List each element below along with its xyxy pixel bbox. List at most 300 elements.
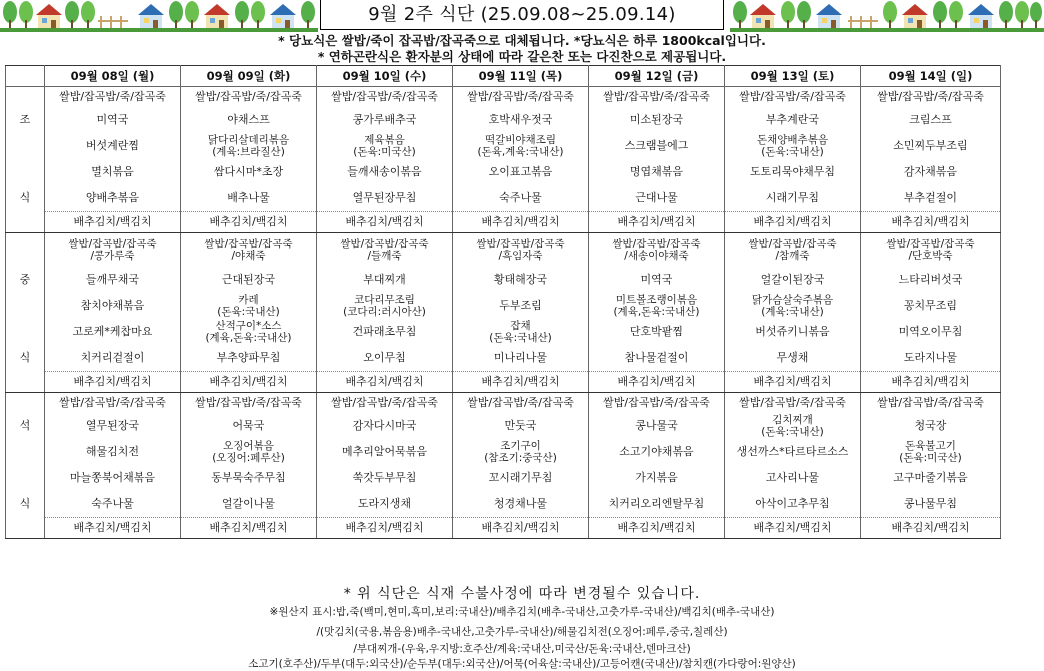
menu-cell xyxy=(453,185,589,212)
menu-cell xyxy=(317,439,453,465)
menu-item: 쌀밥/잡곡밥/죽/잡곡죽 xyxy=(195,90,302,103)
menu-cell xyxy=(861,293,1001,319)
menu-item-line: (돈육,계육:국내산) xyxy=(477,146,564,158)
menu-cell xyxy=(181,133,317,159)
meal-label-spacer xyxy=(6,465,45,491)
meal-label-spacer xyxy=(6,393,45,414)
menu-cell xyxy=(861,87,1001,108)
menu-cell xyxy=(861,465,1001,491)
menu-cell xyxy=(181,293,317,319)
menu-cell xyxy=(861,345,1001,372)
menu-cell xyxy=(181,87,317,108)
menu-item: 양배추볶음 xyxy=(85,191,140,204)
menu-item-line: 쌀밥/잡곡밥/잡곡죽 xyxy=(748,238,837,250)
menu-row xyxy=(6,413,1001,439)
menu-cell xyxy=(317,319,453,345)
menu-row xyxy=(6,293,1001,319)
menu-item-line: (돈육:국내산) xyxy=(761,146,824,158)
menu-item-line: /들깨죽 xyxy=(367,250,402,262)
menu-cell xyxy=(45,293,181,319)
menu-cell xyxy=(45,267,181,293)
menu-cell xyxy=(453,413,589,439)
menu-cell xyxy=(861,518,1001,539)
menu-item: 참나물겉절이 xyxy=(624,351,689,364)
menu-item-line: (참조기:중국산) xyxy=(484,452,557,464)
menu-item: 배추김치/백김치 xyxy=(345,521,424,534)
menu-cell xyxy=(861,439,1001,465)
menu-item: 배추김치/백김치 xyxy=(753,521,832,534)
meal-label-spacer xyxy=(6,87,45,108)
date-header-row xyxy=(6,66,1001,87)
menu-cell xyxy=(725,439,861,465)
menu-cell xyxy=(589,465,725,491)
menu-cell xyxy=(453,107,589,133)
menu-item-line: (오징어:페루산) xyxy=(212,452,285,464)
menu-item: 쌀밥/잡곡밥/죽/잡곡죽 xyxy=(59,396,166,409)
menu-cell xyxy=(45,393,181,414)
menu-cell xyxy=(181,439,317,465)
menu-cell xyxy=(317,212,453,233)
menu-item: 시래기무침 xyxy=(765,191,820,204)
menu-item: 배추김치/백김치 xyxy=(345,375,424,388)
menu-cell xyxy=(589,319,725,345)
menu-cell xyxy=(45,319,181,345)
menu-item: 쑥갓두부무침 xyxy=(352,471,417,484)
menu-cell xyxy=(725,107,861,133)
menu-item-line: 돈채양배추볶음 xyxy=(756,134,828,146)
menu-item: 쌀밥/잡곡밥/죽/잡곡죽 xyxy=(467,396,574,409)
menu-cell xyxy=(181,413,317,439)
menu-cell xyxy=(725,518,861,539)
menu-item: 배추김치/백김치 xyxy=(481,375,560,388)
menu-cell xyxy=(589,393,725,414)
menu-item: 배추김치/백김치 xyxy=(345,215,424,228)
menu-cell xyxy=(317,267,453,293)
menu-row xyxy=(6,107,1001,133)
tree-icon xyxy=(1015,1,1029,28)
menu-item: 배추김치/백김치 xyxy=(481,521,560,534)
menu-cell xyxy=(725,345,861,372)
menu-cell xyxy=(453,393,589,414)
menu-item-line: 떡갈비야채조림 xyxy=(484,134,556,146)
origin-notice-line: 소고기(호주산)/두부(대두:외국산)/순두부(대두:외국산)/어묵(어육살:국내산)/고등어캔(국내산)/참치캔(가다랑어:원양산) xyxy=(248,658,796,670)
menu-item: 꼬시래기무침 xyxy=(488,471,553,484)
menu-cell xyxy=(589,133,725,159)
menu-item: 근대나물 xyxy=(635,191,678,204)
menu-cell xyxy=(181,491,317,518)
menu-item: 쌀밥/잡곡밥/죽/잡곡죽 xyxy=(877,396,984,409)
menu-item: 오이무침 xyxy=(363,351,406,364)
menu-cell xyxy=(861,319,1001,345)
menu-item: 부추겉절이 xyxy=(903,191,958,204)
menu-cell xyxy=(317,465,453,491)
menu-item-line: 쌀밥/잡곡밥/잡곡죽 xyxy=(612,238,701,250)
menu-item-line: (계육,돈육:국내산) xyxy=(205,332,292,344)
menu-item: 배추김치/백김치 xyxy=(617,521,696,534)
menu-item: 미역국 xyxy=(96,113,129,126)
menu-item-line: (돈육:미국산) xyxy=(353,146,416,158)
menu-cell xyxy=(725,293,861,319)
menu-cell xyxy=(45,159,181,185)
menu-item: 열무된장국 xyxy=(85,419,140,432)
tree-icon xyxy=(301,1,315,28)
house-icon xyxy=(968,4,994,28)
menu-item-line: 조기구이 xyxy=(500,440,541,452)
menu-cell xyxy=(453,233,589,268)
menu-item-line: /콩가루죽 xyxy=(90,250,135,262)
menu-cell xyxy=(317,233,453,268)
meal-label-spacer xyxy=(6,518,45,539)
menu-cell xyxy=(861,133,1001,159)
meal-label-spacer xyxy=(6,319,45,345)
meal-label: 석 xyxy=(6,413,45,439)
menu-item: 배추김치/백김치 xyxy=(753,375,832,388)
menu-item: 숙주나물 xyxy=(91,497,134,510)
menu-item-line: 미트볼조랭이볶음 xyxy=(615,294,698,306)
menu-cell xyxy=(45,212,181,233)
menu-cell xyxy=(589,267,725,293)
menu-cell xyxy=(861,233,1001,268)
menu-cell xyxy=(725,233,861,268)
menu-cell xyxy=(861,107,1001,133)
menu-cell xyxy=(725,185,861,212)
menu-cell xyxy=(317,372,453,393)
tree-icon xyxy=(235,1,249,28)
menu-item: 건파래초무침 xyxy=(352,325,417,338)
menu-cell xyxy=(317,133,453,159)
origin-notice-line: /부대찌개-(우육,우지방:호주산/계육:국내산,미국산/돈육:국내산,덴마크산) xyxy=(353,643,691,655)
tree-icon xyxy=(781,1,795,28)
page-title: 9월 2주 식단 (25.09.08~25.09.14) xyxy=(320,0,724,30)
house-icon xyxy=(270,4,296,28)
village-decoration-left xyxy=(0,0,318,32)
menu-item: 콩가루배추국 xyxy=(352,113,417,126)
house-icon xyxy=(902,4,928,28)
menu-item-line: 잡채 xyxy=(510,320,531,332)
menu-item: 쌀밥/잡곡밥/죽/잡곡죽 xyxy=(331,396,438,409)
menu-item: 배추김치/백김치 xyxy=(891,215,970,228)
menu-cell xyxy=(453,345,589,372)
menu-cell xyxy=(181,518,317,539)
menu-item: 호박새우젓국 xyxy=(488,113,553,126)
menu-cell xyxy=(725,413,861,439)
menu-item: 쌀밥/잡곡밥/죽/잡곡죽 xyxy=(59,90,166,103)
menu-item: 배추김치/백김치 xyxy=(73,375,152,388)
menu-row xyxy=(6,267,1001,293)
menu-row xyxy=(6,87,1001,108)
menu-item: 배추김치/백김치 xyxy=(481,215,560,228)
house-icon xyxy=(36,4,62,28)
menu-cell xyxy=(861,372,1001,393)
menu-item: 배추김치/백김치 xyxy=(617,375,696,388)
menu-item-line: (계육,돈육:국내산) xyxy=(613,306,700,318)
meal-label-spacer xyxy=(6,233,45,268)
house-icon xyxy=(204,4,230,28)
menu-cell xyxy=(725,393,861,414)
menu-item: 감자다시마국 xyxy=(352,419,417,432)
house-icon xyxy=(816,4,842,28)
menu-item-line: 김치찌개 xyxy=(772,414,813,426)
menu-item: 크림스프 xyxy=(909,113,952,126)
corner-cell xyxy=(6,66,45,87)
menu-cell xyxy=(725,87,861,108)
menu-item: 부추계란국 xyxy=(765,113,820,126)
tree-icon xyxy=(949,1,963,28)
menu-item: 쌀밥/잡곡밥/죽/잡곡죽 xyxy=(603,396,710,409)
menu-cell xyxy=(317,345,453,372)
date-header: 09월 08일 (월) xyxy=(45,66,181,87)
menu-cell xyxy=(589,518,725,539)
menu-cell xyxy=(181,319,317,345)
menu-item-line: 쌀밥/잡곡밥/잡곡죽 xyxy=(340,238,429,250)
menu-item-line: (돈육:국내산) xyxy=(761,426,824,438)
menu-item-line: 쌀밥/잡곡밥/잡곡죽 xyxy=(204,238,293,250)
origin-notice-line: ※원산지 표시:밥,죽(백미,현미,흑미,보리:국내산)/배추김치(배추-국내산,고춧가루-국내산)/백김치(배추-국내산) xyxy=(269,606,775,618)
menu-cell xyxy=(45,439,181,465)
menu-cell xyxy=(861,212,1001,233)
meal-label-spacer xyxy=(6,372,45,393)
menu-item: 감자채볶음 xyxy=(903,165,958,178)
menu-cell xyxy=(453,267,589,293)
menu-cell xyxy=(589,185,725,212)
meal-label-spacer xyxy=(6,212,45,233)
menu-body xyxy=(6,87,1001,539)
menu-item: 고구마줄기볶음 xyxy=(893,471,968,484)
menu-cell xyxy=(453,133,589,159)
menu-item-line: 쌀밥/잡곡밥/잡곡죽 xyxy=(476,238,565,250)
menu-cell xyxy=(725,133,861,159)
menu-item: 야채스프 xyxy=(227,113,270,126)
menu-cell xyxy=(317,293,453,319)
menu-cell xyxy=(589,107,725,133)
tree-icon xyxy=(733,1,747,28)
menu-item-line: (돈육:국내산) xyxy=(489,332,552,344)
menu-cell xyxy=(453,372,589,393)
menu-cell xyxy=(45,345,181,372)
menu-cell xyxy=(589,372,725,393)
meal-label: 조 xyxy=(6,107,45,133)
menu-row xyxy=(6,491,1001,518)
menu-cell xyxy=(589,491,725,518)
house-icon xyxy=(138,4,164,28)
tree-icon xyxy=(81,1,95,28)
menu-item: 배추김치/백김치 xyxy=(753,215,832,228)
fence-icon xyxy=(848,16,878,28)
menu-item-line: 돈육불고기 xyxy=(905,440,956,452)
meal-label-spacer xyxy=(6,159,45,185)
menu-cell xyxy=(181,212,317,233)
menu-cell xyxy=(589,233,725,268)
menu-item: 근대된장국 xyxy=(221,273,276,286)
menu-item: 도토리묵야채무침 xyxy=(749,165,835,178)
meal-label: 식 xyxy=(6,491,45,518)
menu-item: 버섯계란찜 xyxy=(85,139,140,152)
menu-item: 콩나물국 xyxy=(635,419,678,432)
menu-cell xyxy=(181,393,317,414)
menu-cell xyxy=(589,413,725,439)
menu-item: 소민찌두부조림 xyxy=(893,139,968,152)
menu-item: 미나리나물 xyxy=(493,351,548,364)
menu-item: 단호박팥찜 xyxy=(629,325,684,338)
menu-cell xyxy=(589,87,725,108)
menu-item: 배추김치/백김치 xyxy=(209,215,288,228)
date-header: 09월 10일 (수) xyxy=(317,66,453,87)
menu-item: 얼갈이된장국 xyxy=(760,273,825,286)
menu-cell xyxy=(317,159,453,185)
menu-item: 배추김치/백김치 xyxy=(209,375,288,388)
menu-cell xyxy=(861,491,1001,518)
menu-cell xyxy=(589,345,725,372)
menu-item-line: 카레 xyxy=(238,294,259,306)
menu-cell xyxy=(317,107,453,133)
tree-icon xyxy=(3,1,17,28)
menu-item: 멸치볶음 xyxy=(91,165,134,178)
menu-cell xyxy=(725,159,861,185)
menu-item: 콩나물무침 xyxy=(903,497,958,510)
menu-item: 숙주나물 xyxy=(499,191,542,204)
menu-cell xyxy=(317,87,453,108)
menu-row xyxy=(6,233,1001,268)
meal-label: 식 xyxy=(6,345,45,372)
meal-label-spacer xyxy=(6,293,45,319)
tree-icon xyxy=(185,1,199,28)
date-header: 09월 11일 (목) xyxy=(453,66,589,87)
menu-cell xyxy=(317,518,453,539)
menu-item: 꽁치무조림 xyxy=(903,299,958,312)
menu-cell xyxy=(453,439,589,465)
menu-item: 배추김치/백김치 xyxy=(891,521,970,534)
menu-cell xyxy=(181,465,317,491)
menu-cell xyxy=(45,465,181,491)
tree-icon xyxy=(883,1,897,28)
menu-item: 미역오이무침 xyxy=(898,325,963,338)
menu-item: 배추김치/백김치 xyxy=(617,215,696,228)
menu-cell xyxy=(45,413,181,439)
menu-item: 배추김치/백김치 xyxy=(73,215,152,228)
menu-cell xyxy=(45,185,181,212)
menu-item: 쌀밥/잡곡밥/죽/잡곡죽 xyxy=(877,90,984,103)
date-header: 09월 14일 (일) xyxy=(861,66,1001,87)
menu-row xyxy=(6,212,1001,233)
change-notice: * 위 식단은 식재 수불사정에 따라 변경될수 있습니다. xyxy=(343,586,701,602)
menu-item-line: 쌀밥/잡곡밥/잡곡죽 xyxy=(68,238,157,250)
menu-item: 치커리겉절이 xyxy=(80,351,145,364)
menu-cell xyxy=(317,413,453,439)
menu-item: 아삭이고추무침 xyxy=(755,497,830,510)
menu-item: 들깨새송이볶음 xyxy=(347,165,422,178)
menu-cell xyxy=(589,212,725,233)
menu-cell xyxy=(861,185,1001,212)
dysphagia-note: * 연하곤란식은 환자분의 상태에 따라 갈은찬 또는 다진찬으로 제공됩니다. xyxy=(317,49,727,64)
menu-item: 고사리나물 xyxy=(765,471,820,484)
menu-cell xyxy=(181,233,317,268)
menu-row xyxy=(6,159,1001,185)
menu-item: 명엽채볶음 xyxy=(629,165,684,178)
tree-icon xyxy=(65,1,79,28)
menu-item: 미역국 xyxy=(640,273,673,286)
menu-cell xyxy=(725,491,861,518)
menu-cell xyxy=(181,345,317,372)
menu-cell xyxy=(861,413,1001,439)
meal-label-spacer xyxy=(6,133,45,159)
menu-item-line: (코다리:러시아산) xyxy=(343,306,426,318)
menu-item: 부대찌개 xyxy=(363,273,406,286)
menu-cell xyxy=(725,212,861,233)
menu-item: 치커리오리엔탈무침 xyxy=(608,497,705,510)
menu-row xyxy=(6,393,1001,414)
menu-row xyxy=(6,185,1001,212)
menu-item-line: /참깨죽 xyxy=(775,250,810,262)
menu-row xyxy=(6,133,1001,159)
menu-item: 생선까스*타르타르소스 xyxy=(736,445,849,458)
tree-icon xyxy=(999,1,1013,28)
menu-item: 쌀밥/잡곡밥/죽/잡곡죽 xyxy=(739,90,846,103)
menu-item-line: 쌀밥/잡곡밥/잡곡죽 xyxy=(886,238,975,250)
menu-cell xyxy=(45,233,181,268)
tree-icon xyxy=(1030,2,1042,28)
menu-cell xyxy=(181,185,317,212)
menu-item: 황태해장국 xyxy=(493,273,548,286)
menu-cell xyxy=(589,159,725,185)
menu-item: 어묵국 xyxy=(232,419,265,432)
menu-cell xyxy=(861,159,1001,185)
menu-item: 열무된장무침 xyxy=(352,191,417,204)
menu-row xyxy=(6,439,1001,465)
menu-item: 가지볶음 xyxy=(635,471,678,484)
menu-item: 미소된장국 xyxy=(629,113,684,126)
menu-item: 청경채나물 xyxy=(493,497,548,510)
menu-item: 쌀밥/잡곡밥/죽/잡곡죽 xyxy=(195,396,302,409)
menu-item-line: /야채죽 xyxy=(231,250,266,262)
menu-item-line: /단호박죽 xyxy=(908,250,953,262)
menu-cell xyxy=(45,491,181,518)
menu-cell xyxy=(725,267,861,293)
menu-item: 버섯쥬키니볶음 xyxy=(755,325,830,338)
menu-item: 배추김치/백김치 xyxy=(209,521,288,534)
diabetic-note: * 당뇨식은 쌀밥/죽이 잡곡밥/잡곡죽으로 대체됩니다. *당뇨식은 하루 1800kcal입니다. xyxy=(278,33,766,48)
date-header: 09월 12일 (금) xyxy=(589,66,725,87)
weekly-menu-table xyxy=(5,65,1001,539)
menu-item: 무생채 xyxy=(776,351,809,364)
meal-label-spacer xyxy=(6,439,45,465)
menu-item-line: 코다리무조림 xyxy=(354,294,415,306)
date-header: 09월 13일 (토) xyxy=(725,66,861,87)
menu-cell xyxy=(589,439,725,465)
menu-item: 고로케*케찹마요 xyxy=(72,325,153,338)
meal-label: 중 xyxy=(6,267,45,293)
menu-cell xyxy=(45,518,181,539)
menu-item: 소고기야채볶음 xyxy=(619,445,694,458)
menu-item: 배추김치/백김치 xyxy=(891,375,970,388)
menu-item: 만둣국 xyxy=(504,419,537,432)
menu-item: 느타리버섯국 xyxy=(898,273,963,286)
menu-item-line: (계육:국내산) xyxy=(761,306,824,318)
menu-cell xyxy=(181,372,317,393)
origin-notice-line: /(맛김치(국용,볶음용)배추-국내산,고춧가루-국내산)/해물김치전(오징어:페루,중국,칠레산) xyxy=(316,626,728,638)
tree-icon xyxy=(933,1,947,28)
menu-item: 동부묵숙주무침 xyxy=(211,471,286,484)
menu-cell xyxy=(861,393,1001,414)
menu-cell xyxy=(181,159,317,185)
menu-cell xyxy=(453,159,589,185)
menu-cell xyxy=(317,185,453,212)
tree-icon xyxy=(169,1,183,28)
menu-cell xyxy=(725,372,861,393)
menu-item: 얼갈이나물 xyxy=(221,497,276,510)
tree-icon xyxy=(797,1,811,28)
menu-item: 쌀밥/잡곡밥/죽/잡곡죽 xyxy=(603,90,710,103)
menu-item: 해물김치전 xyxy=(85,445,140,458)
